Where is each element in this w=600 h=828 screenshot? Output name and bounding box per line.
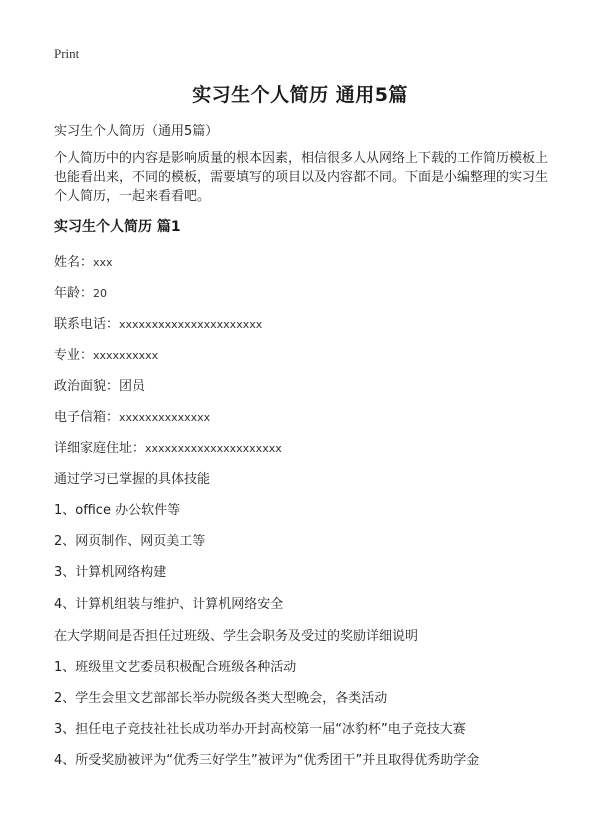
award-item: 2、学生会里文艺部部长举办院级各类大型晚会，各类活动 (54, 691, 388, 706)
print-label: Print (54, 46, 80, 61)
skills-heading: 通过学习已掌握的具体技能 (54, 472, 211, 487)
award-item: 4、所受奖励被评为“优秀三好学生”被评为“优秀团干”并且取得优秀助学金 (54, 753, 480, 768)
skill-item: 3、计算机网络构建 (54, 565, 167, 580)
field-value: xxxxxxxxxxxxxx (119, 411, 211, 424)
field-label: 政治面貌： (54, 379, 120, 394)
skill-item: 1、office 办公软件等 (54, 503, 181, 518)
field-name (54, 251, 113, 270)
intro-paragraph: 个人简历中的内容是影响质量的根本因素，相信很多人从网络上下载的工作简历模板上也能看出来，不同的模板，需要填写的项目以及内容都不同。下面是小编整理的实习生个人简历，一起来看看吧。 (54, 151, 549, 204)
skill-item: 4、计算机组装与维护、计算机网络安全 (54, 597, 284, 612)
field-political-status (54, 375, 145, 394)
field-phone (54, 313, 262, 332)
field-value: xxxxxxxxxxxxxxxxxxxxx (145, 442, 282, 455)
field-age (54, 282, 107, 301)
field-value: 20 (93, 287, 108, 300)
field-value: xxx (93, 256, 113, 269)
skill-item: 2、网页制作、网页美工等 (54, 534, 206, 549)
field-value: 团员 (119, 379, 146, 394)
field-label: 电子信箱： (54, 410, 120, 425)
field-value: xxxxxxxxxx (93, 349, 159, 362)
field-major (54, 344, 158, 363)
field-address (54, 437, 282, 456)
field-label: 专业： (54, 348, 94, 363)
field-label: 姓名： (54, 255, 94, 270)
award-item: 3、担任电子竞技社社长成功举办开封高校第一届“冰豹杯”电子竞技大赛 (54, 722, 466, 737)
awards-heading: 在大学期间是否担任过班级、学生会职务及受过的奖励详细说明 (54, 629, 419, 644)
section-heading: 实习生个人简历 篇1 (54, 219, 181, 235)
document-subtitle: 实习生个人简历（通用5篇） (54, 124, 219, 139)
field-label: 详细家庭住址： (54, 441, 146, 456)
field-email (54, 406, 210, 425)
field-label: 年龄： (54, 286, 94, 301)
field-label: 联系电话： (54, 317, 120, 332)
award-item: 1、班级里文艺委员积极配合班级各种活动 (54, 660, 297, 675)
document-title: 实习生个人简历 通用5篇 (192, 84, 408, 106)
field-value: xxxxxxxxxxxxxxxxxxxxxx (119, 318, 263, 331)
